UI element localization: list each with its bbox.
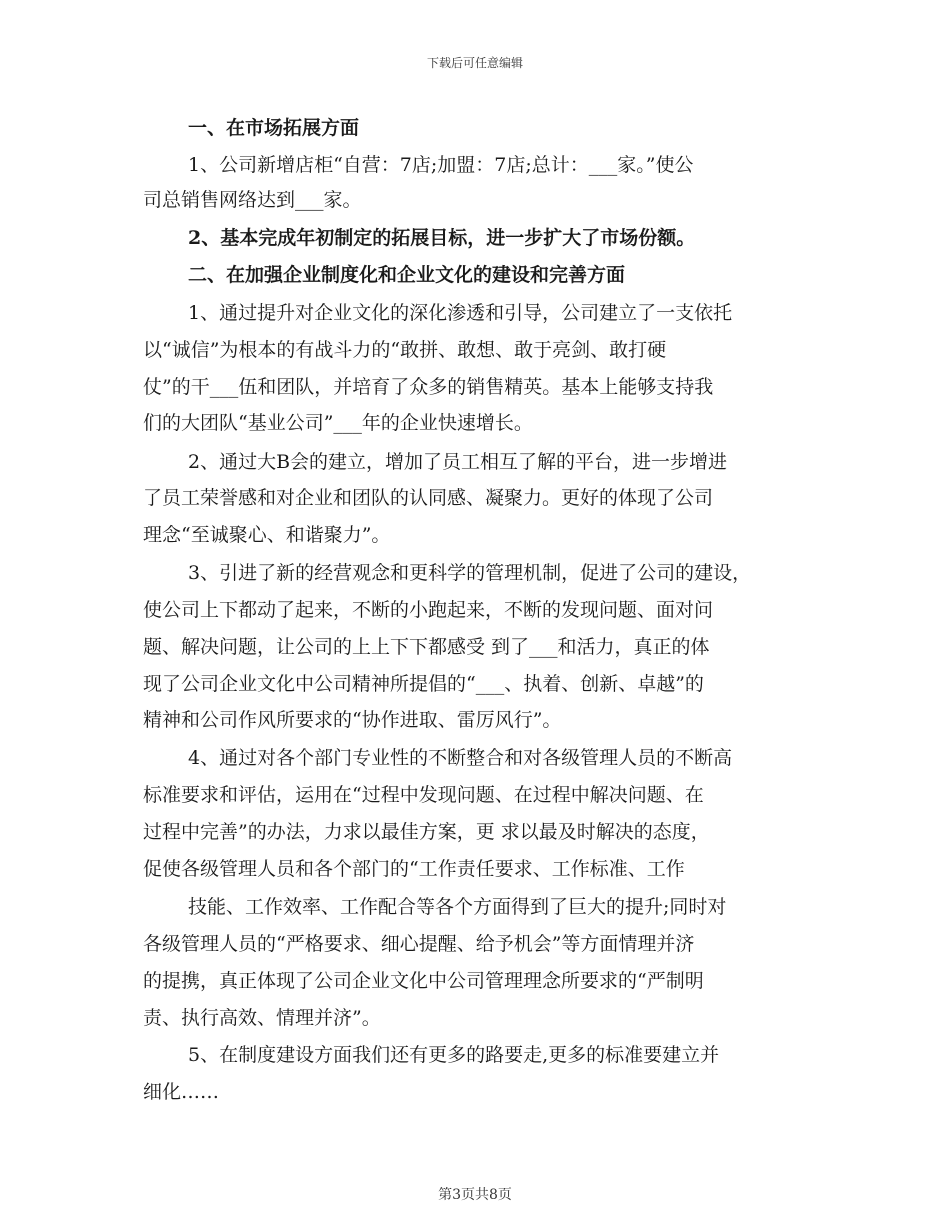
paragraph-line: 5、在制度建设方面我们还有更多的路要走,更多的标准要建立并 [188,1044,720,1066]
paragraph-line: 仗”的干___伍和团队，并培育了众多的销售精英。基本上能够支持我 [143,376,714,398]
paragraph-line-bold: 2、基本完成年初制定的拓展目标，进一步扩大了市场份额。 [188,227,696,249]
paragraph-line: 技能、工作效率、工作配合等各个方面得到了巨大的提升;同时对 [188,896,727,918]
paragraph-line: 以“诚信”为根本的有战斗力的“敢拼、敢想、敢于亮剑、敢打硬 [143,339,667,361]
section-heading-1: 一、在市场拓展方面 [188,117,360,139]
paragraph-line: 1、通过提升对企业文化的深化渗透和引导，公司建立了一支依托 [188,302,733,324]
paragraph-line: 过程中完善”的办法，力求以最佳方案，更 求以最及时解决的态度， [143,821,710,843]
paragraph-line: 责、执行高效、情理并济”。 [143,1007,381,1029]
paragraph-line: 现了公司企业文化中公司精神所提倡的“___、执着、创新、卓越”的 [143,673,704,695]
paragraph-line: 细化…… [143,1081,220,1103]
paragraph-line: 1、公司新增店柜“自营：7店;加盟：7店;总计：___家。”使公 [188,154,694,176]
paragraph-line: 精神和公司作风所要求的“协作进取、雷厉风行”。 [143,709,562,731]
paragraph-line: 促使各级管理人员和各个部门的“工作责任要求、工作标准、工作 [143,858,685,880]
paragraph-line: 题、解决问题，让公司的上上下下都感受 到了___和活力，真正的体 [143,636,710,658]
paragraph-line: 理念“至诚聚心、和谐聚力”。 [143,524,391,546]
paragraph-line: 2、通过大B会的建立，增加了员工相互了解的平台，进一步增进 [188,451,728,473]
paragraph-line: 了员工荣誉感和对企业和团队的认同感、凝聚力。更好的体现了公司 [143,487,714,509]
paragraph-line: 们的大团队“基业公司”___年的企业快速增长。 [143,412,533,434]
section-heading-2: 二、在加强企业制度化和企业文化的建设和完善方面 [188,264,626,286]
paragraph-line: 各级管理人员的“严格要求、细心提醒、给予机会”等方面情理并济 [143,933,695,955]
paragraph-line: 使公司上下都动了起来，不断的小跑起来，不断的发现问题、面对问 [143,599,714,621]
paragraph-line: 4、通过对各个部门专业性的不断整合和对各级管理人员的不断高 [188,747,733,769]
paragraph-line: 标准要求和评估，运用在“过程中发现问题、在过程中解决问题、在 [143,784,704,806]
page-number: 第3页共8页 [438,1187,512,1203]
page-header-note: 下载后可任意编辑 [426,56,523,70]
paragraph-line: 3、引进了新的经营观念和更科学的管理机制，促进了公司的建设， [188,562,752,584]
paragraph-line: 司总销售网络达到___家。 [143,189,362,211]
paragraph-line: 的提携，真正体现了公司企业文化中公司管理理念所要求的“严制明 [143,970,704,992]
